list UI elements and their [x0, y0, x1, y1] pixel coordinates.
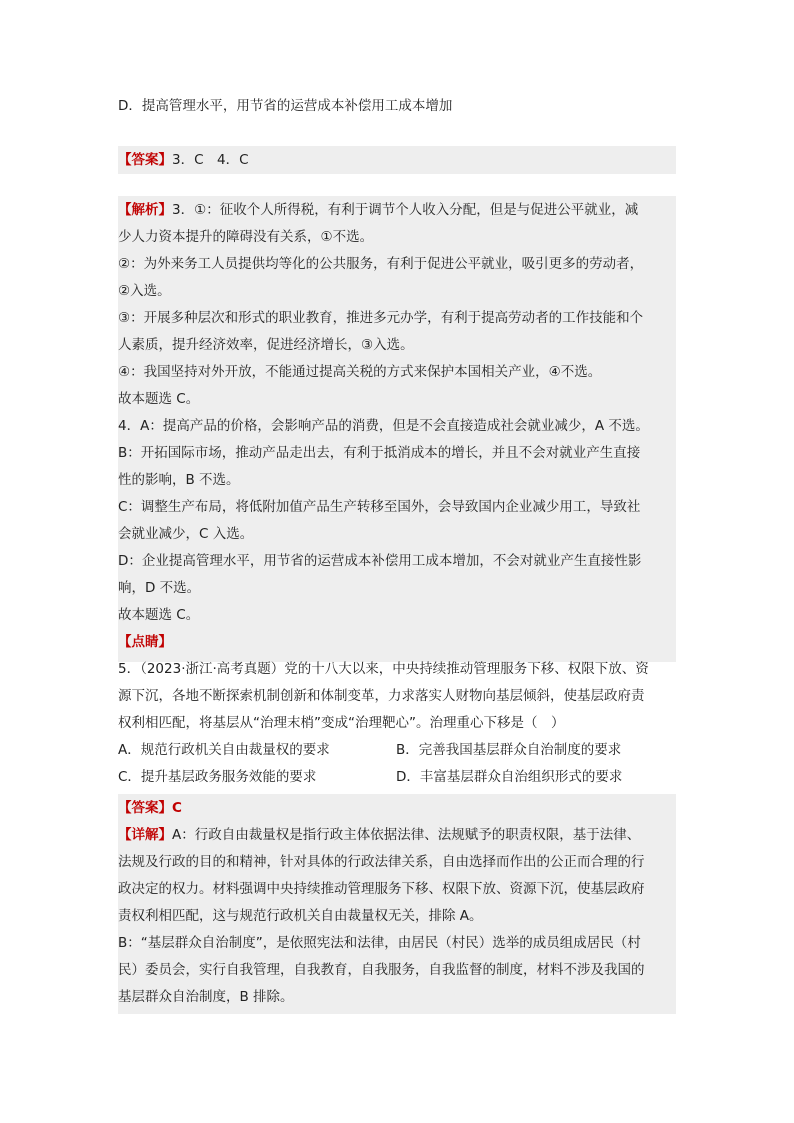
analysis-line-13: 会就业减少，C 入选。	[118, 526, 254, 542]
question-5-option-a: A．规范行政机关自由裁量权的要求	[118, 742, 330, 758]
comment-label-text: 【点睛】	[118, 634, 172, 650]
detail-label: 【详解】	[118, 827, 172, 843]
analysis-line-3: ②：为外来务工人员提供均等化的公共服务，有利于促进公平就业，吸引更多的劳动者，	[118, 256, 644, 272]
question-5-line-2: 源下沉，各地不断探索机制创新和体制变革，力求落实人财物向基层倾斜，使基层政府责	[118, 688, 645, 704]
question-5-line-3: 权利相匹配，将基层从“治理末梢”变成“治理靶心”。治理重心下移是（ ）	[118, 715, 565, 731]
analysis-line-15: 响，D 不选。	[118, 580, 201, 596]
detail-line-2: 法规及行政的目的和精神，针对具体的行政法律关系，自由选择而作出的公正而合理的行	[118, 854, 645, 870]
question-5-option-c: C．提升基层政务服务效能的要求	[118, 769, 317, 785]
answer-label: 【答案】	[118, 152, 172, 168]
analysis-text: 3．①：征收个人所得税，有利于调节个人收入分配，但是与促进公平就业，减	[172, 202, 639, 218]
analysis-line-1	[118, 200, 638, 220]
question-5-option-d: D．丰富基层群众自治组织形式的要求	[396, 769, 623, 785]
analysis-line-5: ③：开展多种层次和形式的职业教育，推进多元办学，有利于提高劳动者的工作技能和个	[118, 310, 644, 326]
answer-2-label: 【答案】	[118, 800, 172, 816]
detail-line-6: 民）委员会，实行自我管理，自我教育，自我服务，自我监督的制度，材料不涉及我国的	[118, 962, 645, 978]
detail-line-4: 责权利相匹配，这与规范行政机关自由裁量权无关，排除 A。	[118, 908, 483, 924]
analysis-line-4: ②入选。	[118, 283, 171, 299]
analysis-line-14: D：企业提高管理水平，用节省的运营成本补偿用工成本增加，不会对就业产生直接性影	[118, 553, 642, 569]
comment-label	[118, 632, 172, 652]
detail-line-5: B：“基层群众自治制度”，是依照宪法和法律，由居民（村民）选举的成员组成居民（村	[118, 935, 641, 951]
answer-2-text: C	[172, 800, 182, 816]
analysis-line-10: B：开拓国际市场，推动产品走出去，有利于抵消成本的增长，并且不会对就业产生直接	[118, 445, 641, 461]
analysis-line-7: ④：我国坚持对外开放，不能通过提高关税的方式来保护本国相关产业，④不选。	[118, 364, 602, 380]
question-5-option-b: B．完善我国基层群众自治制度的要求	[396, 742, 622, 758]
analysis-line-9: 4．A：提高产品的价格，会影响产品的消费，但是不会直接造成社会就业减少，A 不选。	[118, 418, 649, 434]
analysis-line-8: 故本题选 C。	[118, 391, 200, 407]
detail-line-7: 基层群众自治制度，B 排除。	[118, 989, 294, 1005]
answer-line-2	[118, 798, 182, 818]
detail-text: A：行政自由裁量权是指行政主体依据法律、法规赋予的职责权限，基于法律、	[172, 827, 641, 843]
question-5-line-1: 5．（2023·浙江·高考真题）党的十八大以来，中央持续推动管理服务下移、权限下放、资	[118, 661, 649, 677]
detail-line-1	[118, 825, 640, 845]
answer-line-1	[118, 150, 249, 170]
analysis-line-16: 故本题选 C。	[118, 607, 200, 623]
detail-line-3: 政决定的权力。材料强调中央持续推动管理服务下移、权限下放、资源下沉，使基层政府	[118, 881, 645, 897]
analysis-line-12: C：调整生产布局，将低附加值产品生产转移至国外，会导致国内企业减少用工，导致社	[118, 499, 641, 515]
analysis-label: 【解析】	[118, 202, 172, 218]
analysis-line-6: 人素质，提升经济效率，促进经济增长，③入选。	[118, 337, 414, 353]
analysis-line-11: 性的影响，B 不选。	[118, 472, 240, 488]
answer-text: 3．C 4．C	[172, 152, 249, 168]
analysis-line-2: 少人力资本提升的障碍没有关系，①不选。	[118, 229, 374, 245]
top-option-d: D．提高管理水平，用节省的运营成本补偿用工成本增加	[118, 98, 453, 114]
